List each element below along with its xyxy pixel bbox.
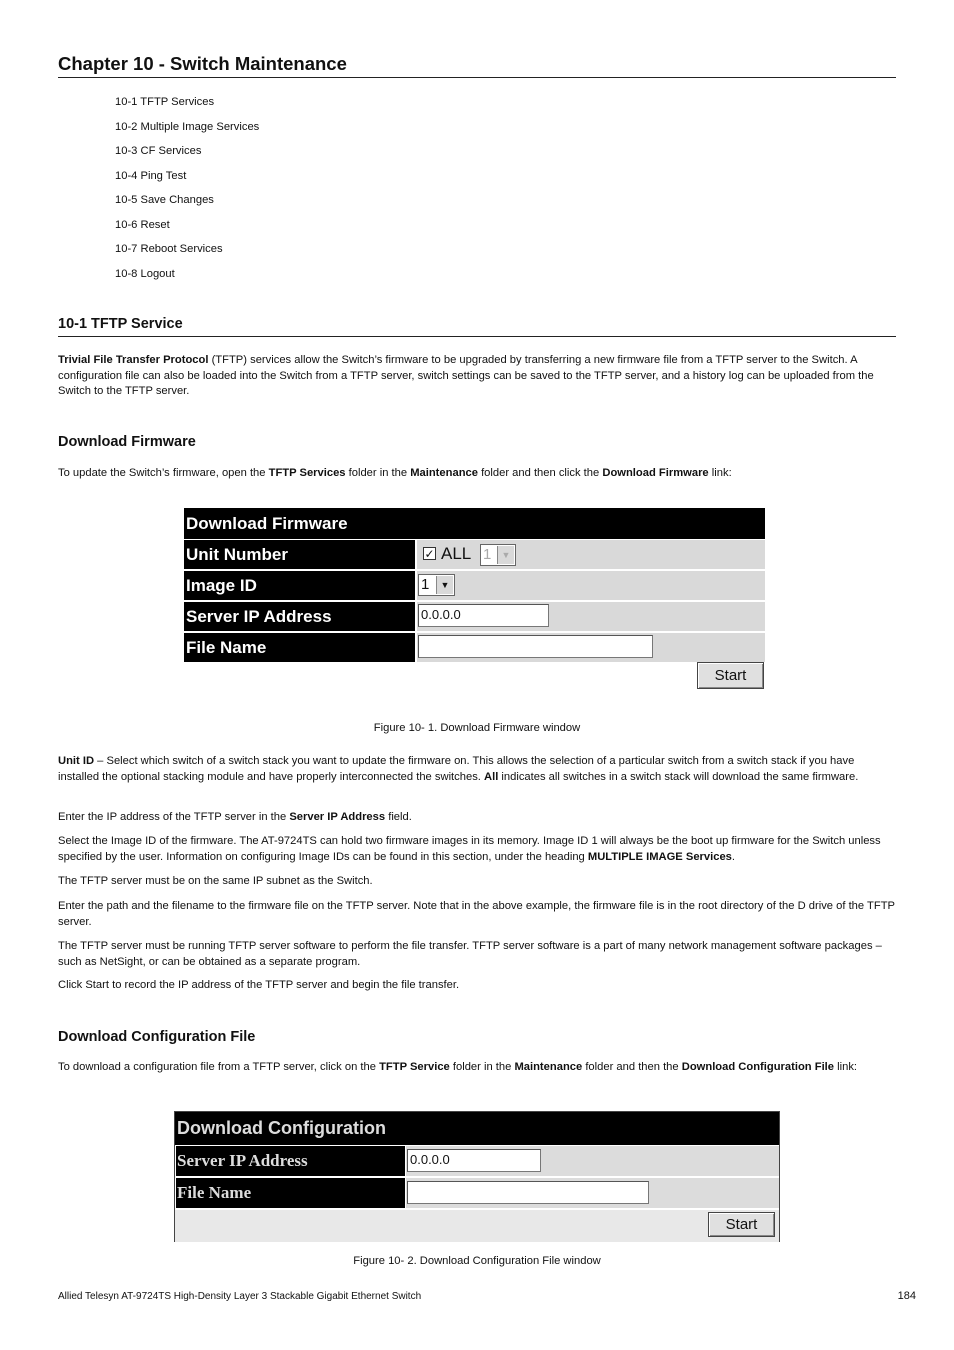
bold-run: Download Configuration File xyxy=(681,1061,835,1073)
image-id-select-value: 1 xyxy=(421,576,430,593)
text-run: folder in the xyxy=(345,467,411,479)
bold-run: Maintenance xyxy=(514,1061,583,1073)
image-id-row xyxy=(184,570,765,601)
window-title: Download Configuration xyxy=(175,1112,779,1145)
download-config-instructions xyxy=(58,1060,896,1076)
toc-item: 10-4 Ping Test xyxy=(115,169,187,182)
chapter-title: Chapter 10 - Switch Maintenance xyxy=(58,52,896,78)
text-run: folder and then the xyxy=(582,1061,682,1073)
footer-page-number: 184 xyxy=(897,1290,916,1302)
text-run: field. xyxy=(385,811,412,823)
server-ip-row xyxy=(175,1145,779,1177)
image-id-label: Image ID xyxy=(184,571,415,600)
bold-run: TFTP Service xyxy=(379,1061,450,1073)
text-run: indicates all switches in a switch stack will download the same firmware. xyxy=(498,770,859,783)
download-config-heading: Download Configuration File xyxy=(58,1029,256,1045)
server-ip-value xyxy=(406,1146,779,1176)
text-run: To download a configuration file from a TFTP server, click on the xyxy=(58,1061,380,1073)
chevron-down-icon: ▼ xyxy=(497,546,514,564)
text-run: – Select which switch of a switch stack you want to update the firmware on. This allows the selection of a particular switch from a switch stack if you have installed the optional stacking module and have properly interconnected the switches. xyxy=(58,755,855,783)
file-name-value xyxy=(417,633,765,662)
download-firmware-window xyxy=(184,508,765,691)
toc-item: 10-5 Save Changes xyxy=(115,194,214,206)
file-name-value xyxy=(406,1178,779,1208)
bold-run: Unit ID xyxy=(58,755,95,767)
bold-run: Maintenance xyxy=(410,467,478,479)
text-run: link: xyxy=(708,467,732,479)
unit-select-value: 1 xyxy=(483,546,492,563)
file-name-input[interactable] xyxy=(418,635,653,658)
bold-run: MULTIPLE IMAGE Services xyxy=(587,850,732,863)
bold-run: TFTP Services xyxy=(268,467,346,479)
footer-product-name: Allied Telesyn AT-9724TS High-Density Layer 3 Stackable Gigabit Ethernet Switch xyxy=(58,1291,422,1302)
window-title: Download Firmware xyxy=(184,508,765,539)
bold-run: All xyxy=(484,770,499,783)
server-ip-label: Server IP Address xyxy=(176,1146,405,1176)
image-id-paragraph xyxy=(58,834,896,865)
toc-item: 10-1 TFTP Services xyxy=(115,96,215,108)
intro-paragraph xyxy=(58,353,896,400)
download-firmware-heading: Download Firmware xyxy=(58,434,196,450)
intro-text: (TFTP) services allow the Switch’s firmware to be upgraded by transferring a new firmware file from a TFTP server to the Switch. A configuration file can also be loaded into the Switch from a TFTP server, switch settings can be saved to the TFTP server, and a history log can be uploaded from the Switch to the TFTP server. xyxy=(58,354,874,397)
unit-number-row xyxy=(184,539,765,570)
figure-caption: Figure 10- 2. Download Configuration File window xyxy=(353,1255,601,1267)
text-run: link: xyxy=(834,1061,858,1073)
text-run: folder and then click the xyxy=(477,467,603,479)
download-firmware-instructions xyxy=(58,466,896,482)
figure-caption: Figure 10- 1. Download Firmware window xyxy=(373,722,581,734)
server-ip-value xyxy=(417,602,765,631)
file-name-label: File Name xyxy=(184,633,415,662)
toc-item: 10-2 Multiple Image Services xyxy=(115,120,260,133)
unit-select[interactable] xyxy=(480,544,516,566)
unit-number-label: Unit Number xyxy=(184,540,415,569)
chevron-down-icon: ▼ xyxy=(436,576,453,594)
file-name-row xyxy=(175,1177,779,1209)
image-id-value xyxy=(417,571,765,600)
text-run: Select the Image ID of the firmware. The AT-9724TS can hold two firmware images in its memory. Image ID 1 will always be the boot up firmware for the Switch unless specified by the user. Information on configuring Image IDs can be found in this section, under the heading xyxy=(58,835,881,863)
start-button[interactable]: Start xyxy=(708,1212,775,1237)
download-configuration-window xyxy=(174,1111,780,1242)
all-checkbox[interactable]: ✓ xyxy=(424,547,435,561)
path-paragraph: Enter the path and the filename to the firmware file on the TFTP server. Note that in the above example, the firmware file is in the root directory of the D drive of the TFTP server. xyxy=(58,900,895,928)
file-name-input[interactable] xyxy=(407,1181,649,1204)
section-title: 10-1 TFTP Service xyxy=(58,315,896,337)
table-of-contents xyxy=(115,94,259,290)
window-footer xyxy=(175,1209,779,1242)
image-id-select[interactable] xyxy=(418,574,455,596)
software-paragraph: The TFTP server must be running TFTP server software to perform the file transfer. TFTP server software is a part of many network management software packages – such as NetSight, or can be obtained as a separate program. xyxy=(58,940,882,968)
text-run: To update the Switch’s firmware, open the xyxy=(58,467,269,479)
all-label: ALL xyxy=(441,544,472,563)
server-ip-input[interactable]: 0.0.0.0 xyxy=(407,1149,541,1172)
server-ip-paragraph xyxy=(58,810,896,826)
start-button[interactable]: Start xyxy=(697,662,764,689)
toc-item: 10-7 Reboot Services xyxy=(115,243,223,255)
server-ip-label: Server IP Address xyxy=(184,602,415,631)
toc-item: 10-3 CF Services xyxy=(115,145,202,157)
toc-item: 10-8 Logout xyxy=(115,267,175,280)
intro-bold: Trivial File Transfer Protocol xyxy=(58,354,209,366)
bold-run: Download Firmware xyxy=(602,467,709,479)
server-ip-input[interactable]: 0.0.0.0 xyxy=(418,604,549,627)
file-name-row xyxy=(184,632,765,663)
server-ip-row xyxy=(184,601,765,632)
subnet-paragraph: The TFTP server must be on the same IP subnet as the Switch. xyxy=(58,875,373,887)
file-name-label: File Name xyxy=(176,1178,405,1208)
unit-id-paragraph xyxy=(58,754,896,785)
text-run: Enter the IP address of the TFTP server in the xyxy=(58,811,290,823)
text-run: folder in the xyxy=(449,1061,515,1073)
text-run: . xyxy=(731,850,736,863)
unit-number-value xyxy=(417,540,765,569)
click-start-paragraph: Click Start to record the IP address of the TFTP server and begin the file transfer. xyxy=(58,979,460,991)
toc-item: 10-6 Reset xyxy=(115,218,170,231)
bold-run: Server IP Address xyxy=(289,811,386,823)
